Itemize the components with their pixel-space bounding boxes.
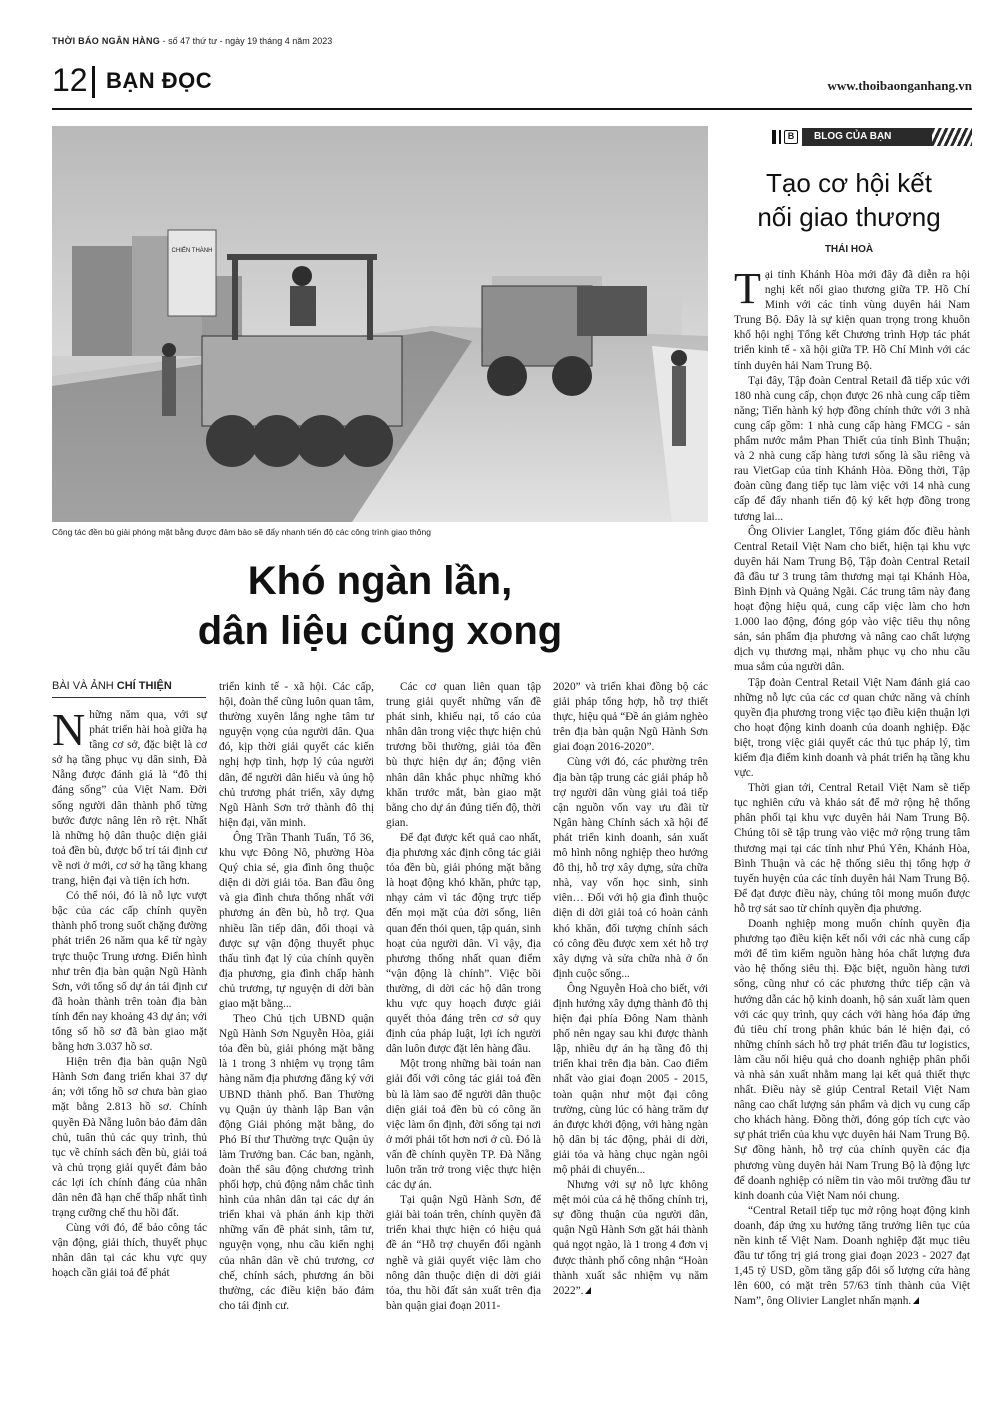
shop-sign-text: CHIẾN THÀNH [171, 248, 213, 254]
blog-title-line-2: nối giao thương [757, 202, 941, 232]
blog-tag-label: BLOG CỦA BẠN [802, 128, 932, 146]
paragraph: Doanh nghiệp mong muốn chính quyền địa phương tạo điều kiện kết nối với các nhà cung cấp mới để tìm kiếm nguồn hàng hóa chất lượng đưa vào hệ thống siêu thị. Đặc biệt, nguồn hàng tươi sống, cũng như có các phương thức tiếp cận và hướng dẫn các hộ kinh doanh, hộ sản xuất làm quen với các quy trình, quy cách với hàng hóa đáp ứng đủ tiêu chí trong phân khúc bán lẻ hiện đại, có những chính sách hỗ trợ phát triển đầu tư logistics, làm cầu nối hiệu quả cho doanh nghiệp phân phối và nhà sản xuất nhằm mang lại kết quả thiết thực nhất. Điều này sẽ giúp Central Retail Việt Nam nâng cao chất lượng sản phẩm và dịch vụ cung cấp cho khách hàng. Đồng thời, đóng góp tích cực vào sự phát triển của khu vực duyên hải Nam Trung Bộ. Sự đồng hành, hỗ trợ của chính quyền các địa phương vùng duyên hải Nam Trung Bộ là động lực để doanh nghiệp có niềm tin vào môi trường đầu tư kinh doanh của Việt Nam nói chung. [734, 918, 970, 1202]
paragraph: Các cơ quan liên quan tập trung giải quyết những vấn đề phát sinh, khiếu nại, tố cáo của nhân dân trong việc thực hiện chủ trương bồi thường, giải tỏa đền bù thực hiện dự án; động viên nhân dân khắc phục những khó khăn trước mắt, bàn giao mặt bằng cho dự án đúng tiến độ, thời gian. [386, 681, 541, 829]
paragraph: Cùng với đó, các phường trên địa bàn tập trung các giải pháp hỗ trợ người dân vùng giải toả tiếp cận nguồn vốn vay ưu đãi từ Ngân hàng Chính sách xã hội để phát triển kinh doanh, sản xuất mô hình nông nghiệp theo hướng đô thị, hỗ trợ xây dựng, sửa chữa nhà, vay vốn học sinh, sinh viên… Đối với hộ gia đình thuộc diện di dời giải toả có hoàn cảnh khó khăn, đối tượng chính sách có công đều được xem xét hỗ trợ xây dựng và sửa chữa nhà ở ổn định cuộc sống... [553, 756, 708, 980]
tag-bar [772, 130, 776, 144]
paragraph: Ông Trần Thanh Tuấn, Tổ 36, khu vực Đông Nô, phường Hòa Quý chia sẻ, gia đình ông thuộc diện di dời giải tỏa. Ban đầu ông và gia đình chưa thống nhất với phương án đền bù, hỗ trợ. Qua nhiều lần tiếp dân, đối thoại và được sự vận động thuyết phục thấu tình đạt lý của chính quyền địa phương, gia đình chấp hành chủ trương, tự nguyện di dời bàn giao mặt bằng... [219, 831, 374, 1010]
article-photo [52, 126, 708, 522]
paragraph: Thời gian tới, Central Retail Việt Nam sẽ tiếp tục nghiên cứu và khảo sát để mở rộng hệ thống phân phối tại khu vực duyên hải Nam Trung Bộ. Chúng tôi sẽ tập trung vào việc mở rộng trung tâm thương mại tại các tỉnh như Phú Yên, Khánh Hòa, Bình Thuận và các hệ thống siêu thị tổng hợp ở tuyến huyện của các tỉnh duyên hải Nam Trung Bộ. Để đạt được điều này, chúng tôi mong muốn được hỗ trợ sát sao từ chính quyền địa phương. [734, 782, 970, 915]
paragraph: “Central Retail tiếp tục mở rộng hoạt động kinh doanh, đáp ứng xu hướng tăng trưởng liên tục của nền kinh tế Việt Nam. Doanh nghiệp đặt mục tiêu đầu tư tổng trị giá trong giai đoạn 2023 - 2027 đạt 1,45 tỷ USD, gồm tăng gấp đôi số lượng cửa hàng lên 600, có mặt trên 57/63 tỉnh thành của Việt Nam”, ông Olivier Langlet nhấn mạnh. [734, 1204, 970, 1308]
photo-caption: Công tác đền bù giải phóng mặt bằng được đảm bảo sẽ đẩy nhanh tiến độ các công trình giao thông [52, 527, 431, 537]
paragraph: Tại tỉnh Khánh Hòa mới đây đã diễn ra hội nghị kết nối giao thương giữa TP. Hồ Chí Minh với các tỉnh vùng duyên hải Nam Trung Bộ. Đây là sự kiện quan trọng trong khuôn khổ hội nghị Tổng kết Chương trình Hợp tác phát triển kinh tế - xã hội giữa TP. Hồ Chí Minh với các tỉnh duyên hải Nam Trung Bộ. [734, 264, 970, 372]
website-link[interactable]: www.thoibaonganhang.vn [827, 78, 972, 93]
blog-tag [772, 128, 972, 146]
byline-prefix: BÀI VÀ ẢNH [52, 680, 117, 692]
paragraph: Ông Olivier Langlet, Tổng giám đốc điều hành Central Retail Việt Nam cho biết, hiện tại khu vực duyên hải Nam Trung Bộ, Tập đoàn Central Retail đã đầu tư 3 trung tâm thương mại tại Khánh Hòa, Bình Định và Quảng Ngãi. Các trung tâm này đang hoạt động hiệu quả, cung cấp việc làm cho hơn 1.000 lao động, đóng góp vào việc tiêu thụ nông sản, sản phẩm địa phương và nâng cao chất lượng dịch vụ thương mại, nhằm phục vụ cho nhu cầu mua sắm của người dân. [734, 525, 970, 674]
headline-line-1: Khó ngàn lần, [247, 559, 513, 603]
paragraph: Những năm qua, với sự phát triển hài hoà giữa hạ tầng cơ sở, đặc biệt là cơ sở hạ tầng phục vụ dân sinh, Đà Nẵng được đánh giá là “đô thị đáng sống” của Việt Nam. Đời sống người dân thành phố từng bước được nâng lên rõ rệt. Nhất là những hộ dân thuộc diện giải toả đền bù, được bố trí tái định cư về nơi ở mới, cơ sở hạ tầng khang trang, hiện đại và tiện ích hơn. [52, 704, 207, 888]
blog-body [734, 264, 970, 1309]
page-number: 12 [52, 62, 88, 98]
article-column-3 [386, 680, 541, 1314]
blog-title-line-1: Tạo cơ hội kết [766, 168, 932, 198]
dropcap: N [52, 704, 86, 755]
article-byline [52, 680, 172, 692]
article-column-2 [219, 680, 374, 1314]
paragraph: Để đạt được kết quả cao nhất, địa phương xác định công tác giải tỏa đền bù, giải phóng mặt bằng là hoạt động khó khăn, phức tạp, nhạy cảm vì tác động trực tiếp đến mọi mặt của đời sống, liên quan đến thói quen, tập quán, sinh hoạt của người dân. Vì vậy, địa phương thống nhất quan điểm “vận động là chính”. Việc bồi thường, di dời các hộ dân trong khu vực quy hoạch được giải quyết thỏa đáng trên cơ sở quy định của pháp luật, lợi ích người dân luôn được đặt lên hàng đầu. [386, 831, 541, 1056]
paragraph: Tại quận Ngũ Hành Sơn, để giải bài toán trên, chính quyền đã triển khai thực hiện có hiệu quả đề án “Hỗ trợ chuyển đổi ngành nghề và giải quyết việc làm cho nông dân thuộc diện di dời giải tỏa, thu hồi đất sản xuất trên địa bàn quận giai đoạn 2011- [386, 1194, 541, 1312]
blog-author: THÁI HOÀ [824, 244, 874, 255]
end-mark-icon [913, 1297, 919, 1304]
byline-author: CHÍ THIỆN [116, 680, 172, 692]
paragraph: 2020” và triển khai đồng bộ các giải pháp tổng hợp, hỗ trợ thiết thực, hiệu quả “Đề án giảm nghèo trên địa bàn quận Ngũ Hành Sơn giai đoạn 2016-2020”. [553, 681, 708, 754]
end-mark-icon [585, 1287, 591, 1294]
tag-bar [779, 130, 781, 144]
headline-line-2: dân liệu cũng xong [197, 609, 563, 653]
masthead [52, 36, 972, 50]
road-construction-illustration [52, 126, 708, 522]
blog-title [726, 166, 972, 234]
page-header [52, 60, 972, 108]
paragraph: Tập đoàn Central Retail Việt Nam đánh giá cao những nỗ lực của các cơ quan chức năng và chính quyền địa phương trong việc tạo điều kiện thuận lợi cho hoạt động kinh doanh của doanh nghiệp. Đặc biệt, trong việc giải quyết các thủ tục pháp lý, tìm kiếm địa điểm kinh doanh và phát triển hạ tầng khu vực. [734, 676, 970, 780]
paragraph: Tại đây, Tập đoàn Central Retail đã tiếp xúc với 180 nhà cung cấp, chọn được 26 nhà cung cấp tiềm năng; Tiến hành ký hợp đồng chính thức với 3 nhà cung cấp gồm: 1 nhà cung cấp hàng FMCG - sản phẩm nước mắm Phan Thiết của tỉnh Bình Thuận; và 2 nhà cung cấp hàng tươi sống là sầu riêng và rau VietGap của tỉnh Khánh Hòa. Đồng thời, Tập đoàn cũng đang tiếp tục làm việc với 14 nhà cung cấp để đẩy nhanh tiến độ ký kết hợp đồng trong tương lai... [734, 374, 970, 523]
article-column-1 [52, 704, 207, 1282]
section-title: BẠN ĐỌC [106, 68, 213, 93]
header-rule [52, 108, 972, 110]
article-headline [52, 556, 708, 656]
paragraph: Cùng với đó, để bảo công tác vận động, giải thích, thuyết phục nhân dân tại các khu vực quy hoạch cần giải toả để phát [52, 1222, 207, 1280]
paragraph: Theo Chủ tịch UBND quận Ngũ Hành Sơn Nguyễn Hòa, giải tỏa đền bù, giải phóng mặt bằng là 1 trong 3 nhiệm vụ trọng tâm hàng năm địa phương đăng ký với UBND thành phố. Ban Thường vụ Quận ủy thành lập Ban vận động Giải phóng mặt bằng, do Phó Bí thư Thường trực Quận ủy làm Trưởng ban. Các ban, ngành, đoàn thể sâu động chương trình phối hợp, chủ động nắm chắc tình hình của nhân dân tại các dự án triển khai và phản ánh kịp thời những vấn đề phát sinh, tâm tư, nguyện vọng, nhu cầu kiến nghị của nhân dân về chủ trương, cơ chế, chính sách, phương án bồi thường, các điều kiện bảo đảm cho tái định cư. [219, 1013, 374, 1312]
dropcap: T [734, 264, 761, 313]
issue-info: - số 47 thứ tư - ngày 19 tháng 4 năm 2023 [160, 36, 333, 46]
paragraph: triển kinh tế - xã hội. Các cấp, hội, đoàn thể cũng luôn quan tâm, thường xuyên lắng nghe tâm tư nguyện vọng của người dân. Qua đó, kịp thời giải quyết các kiến nghị hợp tình, hợp lý của người dân, để người dân hiểu và ủng hộ chủ trương phát triển, xây dựng Ngũ Hành Sơn trở thành đô thị hiện đại, văn minh. [219, 681, 374, 829]
paragraph: Có thể nói, đó là nỗ lực vượt bậc của các cấp chính quyền thành phố trong suốt chặng đường phát triển 26 năm qua kể từ ngày trực thuộc Trung ương. Điển hình như trên địa bàn quận Ngũ Hành Sơn, với tổng số dự án tái định cư đã hoàn thành trên toàn địa bàn tính đến nay khoảng 43 dự án; với tổng số hồ sơ đã bàn giao mặt bằng hơn 3.037 hồ sơ. [52, 890, 207, 1054]
byline-rule [52, 697, 206, 698]
paragraph: Nhưng với sự nỗ lực không mệt mỏi của cả hệ thống chính trị, sự đồng thuận của người dân, quận Ngũ Hành Sơn gặt hái thành quả ngọt ngào, là 1 trong 4 đơn vị được thành phố công nhận “Hoàn thành xuất sắc nhiệm vụ năm 2022”. [553, 1179, 708, 1297]
paragraph: Hiện trên địa bàn quận Ngũ Hành Sơn đang triển khai 37 dự án; với tổng hồ sơ chưa bàn giao mặt bằng 2.813 hồ sơ. Chính quyền Đà Nẵng luôn bảo đảm dân chủ, tuân thủ các quy trình, thủ tục về chính sách đền bù, giải toả và chủ trọng giải quyết đảm bảo các lợi ích chính đáng của nhân dân nên đã hạn chế thấp nhất tình trạng cưỡng chế thu hồi đất. [52, 1056, 207, 1220]
blogger-icon: B [784, 130, 798, 144]
article-column-4 [553, 680, 708, 1299]
paragraph: Một trong những bài toán nan giải đối với công tác giải toả đền bù là làm sao để người dân thuộc diện giải toả đền bù có công ăn việc làm ổn định, đời sống tại nơi ở mới phải tốt hơn nơi ở cũ. Đó là vấn đề chính quyền TP. Đà Nẵng luôn trăn trở trong việc thực hiện các dự án. [386, 1058, 541, 1192]
tag-stripes [932, 128, 972, 146]
paragraph: Ông Nguyễn Hoà cho biết, với định hướng xây dựng thành đô thị hiện đại phía Đông Nam thành phố nên ngay sau khi được thành lập, nhiều dự án hạ tầng đô thị triển khai trên địa bàn. Cao điểm nhất vào giai đoạn 2005 - 2015, toàn quận như một đại công trường, cùng lúc có hàng trăm dự án được khởi động, với hàng ngàn hộ dân bị tác động, phải di dời, giải tỏa và hàng chục ngàn ngôi mộ phải di chuyển... [553, 982, 708, 1176]
paper-name: THỜI BÁO NGÂN HÀNG [52, 36, 161, 46]
header-divider [92, 66, 95, 98]
